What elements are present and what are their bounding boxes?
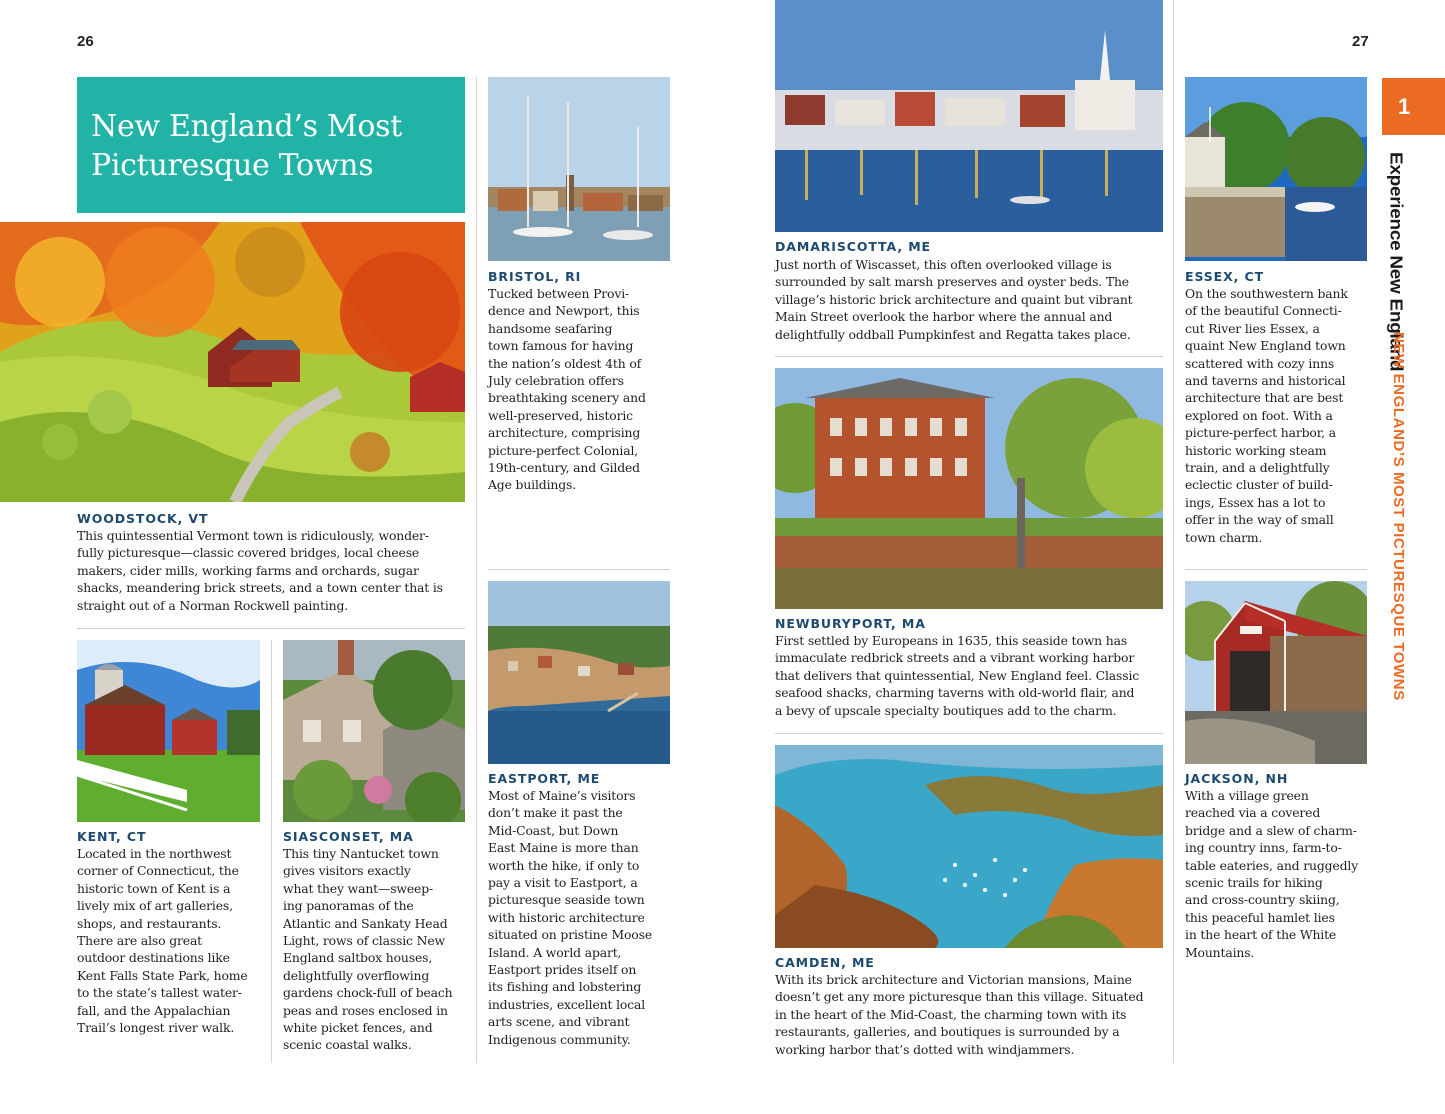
entry-body-siasconset bbox=[283, 845, 453, 1054]
woodstock-photo bbox=[0, 222, 465, 502]
text-line: England saltbox houses, bbox=[283, 950, 433, 966]
text-line: reached via a covered bbox=[1185, 805, 1321, 821]
section-divider bbox=[488, 569, 670, 570]
text-line: First settled by Europeans in 1635, this seaside town has bbox=[775, 633, 1128, 648]
entry-body-jackson bbox=[1185, 787, 1358, 961]
text-line: town charm. bbox=[1185, 529, 1263, 545]
text-line: village’s historic brick architecture and quaint but vibrant bbox=[775, 291, 1133, 307]
eastport-photo bbox=[488, 581, 670, 764]
text-line: arts scene, and vibrant bbox=[488, 1014, 630, 1030]
text-line: cut River lies Essex, a bbox=[1185, 320, 1320, 336]
text-line: corner of Connecticut, the bbox=[77, 863, 239, 879]
page-title-line-1: New England’s Most bbox=[91, 109, 402, 144]
text-line: situated on pristine Moose bbox=[488, 927, 652, 943]
text-line: well-preserved, historic bbox=[488, 407, 633, 423]
text-line: offer in the way of small bbox=[1185, 512, 1334, 528]
text-line: Mid-Coast, but Down bbox=[488, 822, 619, 838]
text-line: peas and roses enclosed in bbox=[283, 1002, 448, 1018]
page-title-line-2: Picturesque Towns bbox=[91, 148, 374, 183]
title-box bbox=[77, 77, 465, 213]
text-line: scenic coastal walks. bbox=[283, 1037, 412, 1053]
text-line: straight out of a Norman Rockwell painting. bbox=[77, 597, 349, 613]
text-line: Most of Maine’s visitors bbox=[488, 788, 636, 803]
text-line: working harbor that’s dotted with windjammers. bbox=[775, 1041, 1075, 1057]
text-line: Located in the northwest bbox=[77, 846, 232, 861]
text-line: Indigenous community. bbox=[488, 1031, 631, 1047]
entry-heading-woodstock: WOODSTOCK, VT bbox=[77, 511, 209, 526]
text-line: bridge and a slew of charm- bbox=[1185, 822, 1357, 838]
text-line: This quintessential Vermont town is ridiculously, wonder- bbox=[77, 528, 429, 543]
text-line: with historic architecture bbox=[488, 909, 645, 925]
text-line: restaurants, galleries, and boutiques is surrounded by a bbox=[775, 1024, 1120, 1040]
column-divider bbox=[1173, 0, 1174, 1063]
entry-heading-essex: ESSEX, CT bbox=[1185, 269, 1265, 284]
section-divider bbox=[1185, 569, 1367, 570]
text-line: ing country inns, farm-to- bbox=[1185, 840, 1342, 856]
text-line: a bevy of upscale specialty boutiques add to the charm. bbox=[775, 702, 1117, 718]
entry-heading-damariscotta: DAMARISCOTTA, ME bbox=[775, 239, 931, 254]
text-line: that delivers that quintessential, New England feel. Classic bbox=[775, 667, 1140, 683]
text-line: white picket fences, and bbox=[283, 1020, 433, 1036]
siasconset-photo bbox=[283, 640, 465, 822]
page-number-right: 27 bbox=[1352, 33, 1369, 50]
section-divider bbox=[775, 733, 1163, 734]
text-line: With a village green bbox=[1185, 788, 1309, 803]
column-divider bbox=[476, 77, 477, 1063]
text-line: breathtaking scenery and bbox=[488, 390, 646, 406]
text-line: With its brick architecture and Victorian mansions, Maine bbox=[775, 972, 1132, 987]
text-line: ing panoramas of the bbox=[283, 898, 414, 914]
text-line: train, and a delightfully bbox=[1185, 460, 1330, 476]
entry-heading-eastport: EASTPORT, ME bbox=[488, 771, 601, 786]
text-line: this peaceful hamlet lies bbox=[1185, 909, 1335, 925]
entry-body-newburyport bbox=[775, 632, 1139, 719]
kent-photo bbox=[77, 640, 260, 822]
chapter-title: Experience New England bbox=[1386, 152, 1406, 372]
text-line: Atlantic and Sankaty Head bbox=[283, 915, 448, 931]
text-line: industries, excellent local bbox=[488, 996, 646, 1012]
text-line: to the state’s tallest water- bbox=[77, 985, 242, 1001]
text-line: makers, cider mills, working farms and orchards, sugar bbox=[77, 562, 419, 578]
section-divider bbox=[775, 356, 1163, 357]
text-line: don’t make it past the bbox=[488, 805, 623, 821]
text-line: delightfully overflowing bbox=[283, 967, 430, 983]
text-line: and cross-country skiing, bbox=[1185, 892, 1340, 908]
entry-body-camden bbox=[775, 971, 1143, 1058]
text-line: dence and Newport, this bbox=[488, 303, 640, 319]
text-line: gives visitors exactly bbox=[283, 863, 411, 879]
text-line: worth the hike, if only to bbox=[488, 857, 640, 873]
text-line: eclectic cluster of build- bbox=[1185, 477, 1333, 493]
text-line: picturesque seaside town bbox=[488, 892, 645, 908]
text-line: handsome seafaring bbox=[488, 320, 613, 336]
text-line: pay a visit to Eastport, a bbox=[488, 875, 638, 891]
text-line: of the beautiful Connecti- bbox=[1185, 303, 1342, 319]
text-line: picture-perfect harbor, a bbox=[1185, 425, 1336, 441]
text-line: delightfully oddball Pumpkinfest and Regatta takes place. bbox=[775, 326, 1131, 342]
text-line: This tiny Nantucket town bbox=[283, 846, 439, 861]
entry-body-eastport bbox=[488, 787, 652, 1048]
text-line: Tucked between Provi- bbox=[488, 286, 630, 301]
entry-heading-newburyport: NEWBURYPORT, MA bbox=[775, 616, 926, 631]
newburyport-photo bbox=[775, 368, 1163, 609]
entry-heading-camden: CAMDEN, ME bbox=[775, 955, 875, 970]
text-line: July celebration offers bbox=[488, 373, 624, 389]
text-line: the nation’s oldest 4th of bbox=[488, 355, 642, 371]
text-line: in the heart of the Mid-Coast, the charming town with its bbox=[775, 1006, 1127, 1022]
text-line: scattered with cozy inns bbox=[1185, 355, 1335, 371]
text-line: picture-perfect Colonial, bbox=[488, 442, 639, 458]
text-line: seafood shacks, charming taverns with old-world flair, and bbox=[775, 685, 1135, 701]
bristol-photo bbox=[488, 77, 670, 261]
text-line: explored on foot. With a bbox=[1185, 407, 1333, 423]
text-line: Main Street overlook the harbor where the annual and bbox=[775, 309, 1113, 325]
text-line: historic town of Kent is a bbox=[77, 880, 231, 896]
text-line: table eateries, and ruggedly bbox=[1185, 857, 1359, 873]
text-line: Just north of Wiscasset, this often overlooked village is bbox=[775, 257, 1112, 272]
text-line: There are also great bbox=[77, 933, 203, 949]
jackson-photo bbox=[1185, 581, 1367, 764]
text-line: 19th-century, and Gilded bbox=[488, 460, 640, 476]
camden-photo bbox=[775, 745, 1163, 948]
text-line: architecture, comprising bbox=[488, 425, 641, 441]
text-line: scenic trails for hiking bbox=[1185, 875, 1323, 891]
text-line: Light, rows of classic New bbox=[283, 933, 445, 949]
text-line: Island. A world apart, bbox=[488, 944, 622, 960]
essex-photo bbox=[1185, 77, 1367, 261]
text-line: lively mix of art galleries, bbox=[77, 898, 233, 914]
text-line: fully picturesque—classic covered bridges, local cheese bbox=[77, 545, 420, 561]
text-line: immaculate redbrick streets and a vibrant working harbor bbox=[775, 650, 1135, 666]
text-line: ings, Essex has a lot to bbox=[1185, 494, 1326, 510]
text-line: East Maine is more than bbox=[488, 840, 639, 856]
text-line: fall, and the Appalachian bbox=[77, 1002, 231, 1018]
chapter-tab: 1 bbox=[1382, 78, 1445, 135]
text-line: its fishing and lobstering bbox=[488, 979, 642, 995]
text-line: outdoor destinations like bbox=[77, 950, 230, 966]
text-line: Mountains. bbox=[1185, 944, 1255, 960]
column-divider bbox=[271, 640, 272, 1063]
text-line: architecture that are best bbox=[1185, 390, 1344, 406]
text-line: and taverns and historical bbox=[1185, 373, 1346, 389]
entry-heading-kent: KENT, CT bbox=[77, 829, 147, 844]
page-title bbox=[91, 107, 451, 185]
text-line: On the southwestern bank bbox=[1185, 286, 1348, 301]
entry-heading-bristol: BRISTOL, RI bbox=[488, 269, 582, 284]
entry-body-damariscotta bbox=[775, 256, 1132, 343]
entry-body-kent bbox=[77, 845, 248, 1036]
text-line: in the heart of the White bbox=[1185, 927, 1337, 943]
text-line: town famous for having bbox=[488, 338, 634, 354]
text-line: gardens chock-full of beach bbox=[283, 985, 453, 1001]
text-line: quaint New England town bbox=[1185, 338, 1346, 354]
text-line: Kent Falls State Park, home bbox=[77, 967, 248, 983]
entry-heading-jackson: JACKSON, NH bbox=[1185, 771, 1289, 786]
text-line: Age buildings. bbox=[488, 477, 576, 493]
entry-body-woodstock bbox=[77, 527, 443, 614]
text-line: historic working steam bbox=[1185, 442, 1327, 458]
section-title: NEW ENGLAND’S MOST PICTURESQUE TOWNS bbox=[1390, 332, 1407, 701]
text-line: Trail’s longest river walk. bbox=[77, 1020, 235, 1036]
entry-body-essex bbox=[1185, 285, 1348, 546]
page-number-left: 26 bbox=[77, 33, 94, 50]
section-divider bbox=[77, 628, 465, 629]
text-line: shops, and restaurants. bbox=[77, 915, 222, 931]
text-line: doesn’t get any more picturesque than this village. Situated bbox=[775, 989, 1144, 1005]
text-line: Eastport prides itself on bbox=[488, 962, 637, 978]
entry-body-bristol bbox=[488, 285, 646, 494]
text-line: shacks, meandering brick streets, and a town center that is bbox=[77, 580, 443, 596]
text-line: surrounded by salt marsh preserves and oyster beds. The bbox=[775, 274, 1129, 290]
text-line: what they want—sweep- bbox=[283, 880, 434, 896]
damariscotta-photo bbox=[775, 0, 1163, 232]
entry-heading-siasconset: SIASCONSET, MA bbox=[283, 829, 414, 844]
